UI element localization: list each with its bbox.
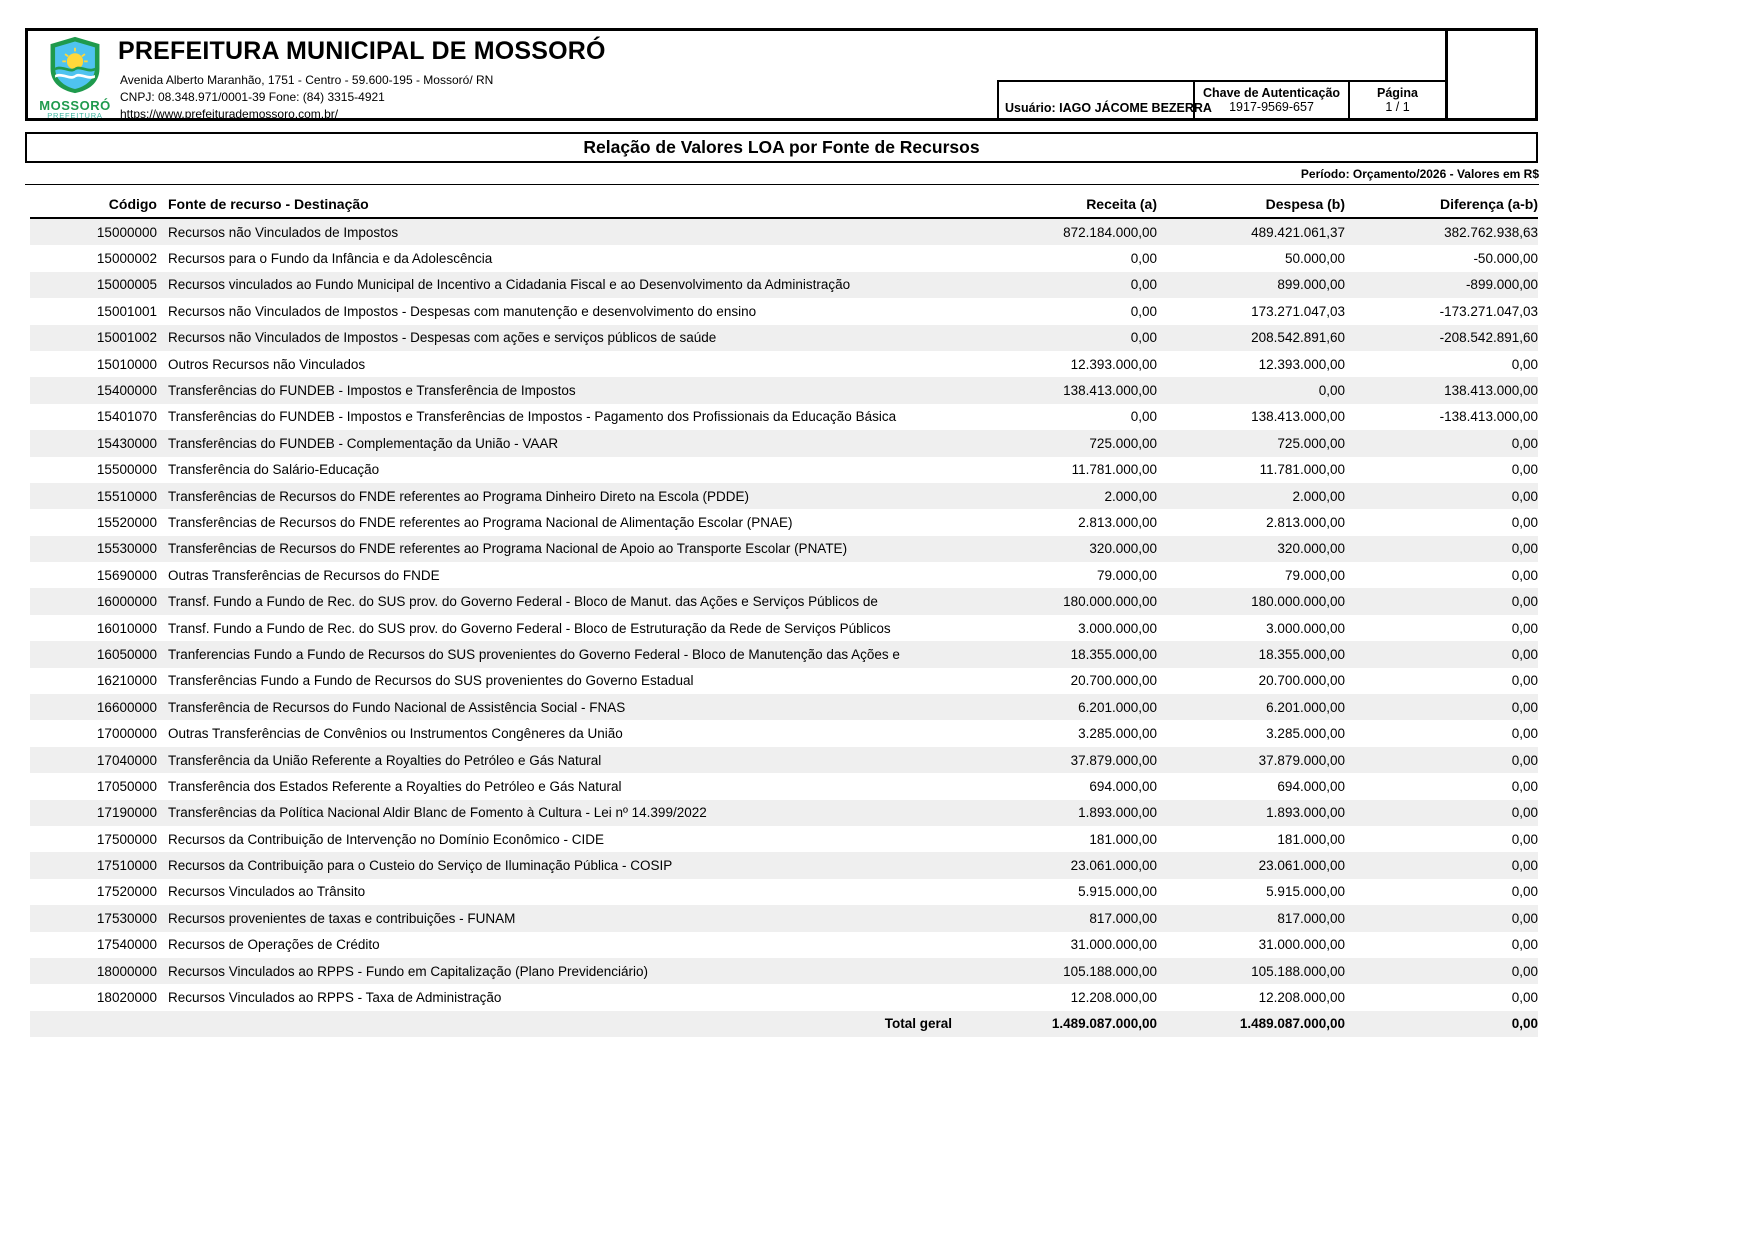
- row-diferenca: 0,00: [1511, 937, 1538, 953]
- row-despesa: 20.700.000,00: [1258, 673, 1345, 689]
- row-receita: 5.915.000,00: [1078, 884, 1157, 900]
- user-cell: [999, 82, 1212, 118]
- total-diferenca: 0,00: [1511, 1016, 1538, 1032]
- org-cnpj-phone: CNPJ: 08.348.971/0001-39 Fone: (84) 3315-4921: [120, 90, 385, 104]
- total-despesa: 1.489.087.000,00: [1239, 1016, 1345, 1032]
- table-row: [30, 457, 1538, 483]
- row-code: 18000000: [96, 963, 157, 979]
- row-despesa: 31.000.000,00: [1258, 937, 1345, 953]
- row-receita: 37.879.000,00: [1070, 752, 1157, 768]
- row-code: 17040000: [96, 752, 157, 768]
- row-description: Transferências de Recursos do FNDE referentes ao Programa Nacional de Apoio ao Transporte Escolar (PNATE): [168, 541, 848, 557]
- row-despesa: 173.271.047,03: [1251, 303, 1345, 319]
- row-diferenca: -138.413.000,00: [1439, 409, 1538, 425]
- row-despesa: 12.393.000,00: [1258, 356, 1345, 372]
- row-diferenca: 0,00: [1511, 805, 1538, 821]
- row-description: Recursos da Contribuição para o Custeio do Serviço de Iluminação Pública - COSIP: [168, 858, 673, 874]
- row-diferenca: 0,00: [1511, 963, 1538, 979]
- table-body: [30, 219, 1538, 1037]
- logo-block: [36, 36, 114, 120]
- row-description: Recursos da Contribuição de Intervenção no Domínio Econômico - CIDE: [168, 831, 604, 847]
- row-receita: 138.413.000,00: [1063, 383, 1157, 399]
- table-row: [30, 852, 1538, 878]
- table-row: [30, 219, 1538, 245]
- row-description: Transferências do FUNDEB - Impostos e Transferências de Impostos - Pagamento dos Profissionais da Educação Básica: [168, 409, 897, 425]
- user-label: Usuário: IAGO JÁCOME BEZERRA: [1005, 101, 1212, 115]
- table-row: [30, 800, 1538, 826]
- row-code: 17520000: [96, 884, 157, 900]
- row-receita: 2.813.000,00: [1078, 514, 1157, 530]
- row-diferenca: 138.413.000,00: [1444, 383, 1538, 399]
- table-row: [30, 879, 1538, 905]
- table-row: [30, 536, 1538, 562]
- row-code: 15510000: [96, 488, 157, 504]
- table-row: [30, 404, 1538, 430]
- row-code: 17190000: [96, 805, 157, 821]
- row-description: Transferência do Salário-Educação: [168, 462, 380, 478]
- row-despesa: 3.285.000,00: [1266, 726, 1345, 742]
- row-diferenca: 0,00: [1511, 620, 1538, 636]
- row-receita: 11.781.000,00: [1071, 462, 1157, 478]
- col-header-diferenca: Diferença (a-b): [1439, 195, 1538, 212]
- row-code: 15001002: [96, 330, 157, 346]
- row-description: Transferências de Recursos do FNDE referentes ao Programa Nacional de Alimentação Escolar (PNAE): [168, 514, 793, 530]
- row-code: 17510000: [96, 858, 157, 874]
- row-diferenca: 0,00: [1511, 752, 1538, 768]
- row-code: 16000000: [96, 594, 157, 610]
- table-row: [30, 325, 1538, 351]
- row-receita: 79.000,00: [1096, 567, 1157, 583]
- row-code: 15000000: [96, 224, 157, 240]
- row-despesa: 6.201.000,00: [1266, 699, 1345, 715]
- row-diferenca: 0,00: [1511, 514, 1538, 530]
- row-despesa: 138.413.000,00: [1251, 409, 1345, 425]
- row-description: Transf. Fundo a Fundo de Rec. do SUS prov. do Governo Federal - Bloco de Estruturação da Rede de Serviços Públicos: [168, 620, 891, 636]
- row-code: 17530000: [96, 910, 157, 926]
- table-row: [30, 641, 1538, 667]
- row-code: 17000000: [96, 726, 157, 742]
- col-header-fonte: Fonte de recurso - Destinação: [168, 195, 369, 212]
- org-name: PREFEITURA MUNICIPAL DE MOSSORÓ: [118, 37, 606, 65]
- auth-key-label: Chave de Autenticação: [1202, 86, 1341, 100]
- row-description: Recursos não Vinculados de Impostos: [168, 224, 399, 240]
- row-receita: 23.061.000,00: [1070, 858, 1157, 874]
- header: [25, 28, 1538, 121]
- logo-text-secondary: PREFEITURA: [47, 111, 103, 120]
- table-row: [30, 826, 1538, 852]
- row-receita: 105.188.000,00: [1063, 963, 1157, 979]
- row-receita: 20.700.000,00: [1070, 673, 1157, 689]
- row-description: Transferência de Recursos do Fundo Nacional de Assistência Social - FNAS: [168, 699, 626, 715]
- row-diferenca: -50.000,00: [1473, 251, 1538, 267]
- row-despesa: 1.893.000,00: [1266, 805, 1345, 821]
- row-diferenca: 0,00: [1511, 541, 1538, 557]
- table-row: [30, 430, 1538, 456]
- row-despesa: 208.542.891,60: [1251, 330, 1345, 346]
- row-description: Recursos não Vinculados de Impostos - Despesas com ações e serviços públicos de saúde: [168, 330, 717, 346]
- col-header-codigo: Código: [108, 195, 157, 212]
- row-description: Transferências Fundo a Fundo de Recursos do SUS provenientes do Governo Estadual: [168, 673, 694, 689]
- org-website-link[interactable]: https://www.prefeiturademossoro.com.br/: [120, 107, 339, 121]
- row-diferenca: 0,00: [1511, 435, 1538, 451]
- row-description: Outras Transferências de Convênios ou Instrumentos Congêneres da União: [168, 726, 623, 742]
- row-description: Recursos não Vinculados de Impostos - Despesas com manutenção e desenvolvimento do ensino: [168, 303, 757, 319]
- row-despesa: 12.208.000,00: [1258, 990, 1345, 1006]
- table-row: [30, 932, 1538, 958]
- row-despesa: 79.000,00: [1284, 567, 1345, 583]
- row-diferenca: 0,00: [1511, 594, 1538, 610]
- row-despesa: 18.355.000,00: [1258, 646, 1345, 662]
- table-row: [30, 984, 1538, 1010]
- row-receita: 0,00: [1130, 409, 1157, 425]
- row-code: 15430000: [96, 435, 157, 451]
- table-row: [30, 958, 1538, 984]
- row-despesa: 899.000,00: [1277, 277, 1345, 293]
- row-description: Recursos vinculados ao Fundo Municipal de Incentivo a Cidadania Fiscal e ao Desenvolvimento da Administração: [168, 277, 851, 293]
- row-despesa: 2.813.000,00: [1266, 514, 1345, 530]
- row-diferenca: 0,00: [1511, 567, 1538, 583]
- row-diferenca: 0,00: [1511, 910, 1538, 926]
- row-diferenca: 0,00: [1511, 673, 1538, 689]
- row-diferenca: -173.271.047,03: [1439, 303, 1538, 319]
- row-diferenca: 0,00: [1511, 356, 1538, 372]
- page-label: Página: [1377, 86, 1418, 100]
- row-diferenca: 0,00: [1511, 699, 1538, 715]
- page-number: 1 / 1: [1385, 100, 1410, 114]
- table-row: [30, 905, 1538, 931]
- row-description: Tranferencias Fundo a Fundo de Recursos do SUS provenientes do Governo Federal - Bloco de Manutenção das Ações e: [168, 646, 900, 662]
- row-description: Outros Recursos não Vinculados: [168, 356, 366, 372]
- row-receita: 3.285.000,00: [1078, 726, 1157, 742]
- mossoro-crest-logo-icon: [47, 81, 103, 98]
- row-code: 16010000: [96, 620, 157, 636]
- row-code: 15530000: [96, 541, 157, 557]
- row-receita: 1.893.000,00: [1078, 805, 1157, 821]
- table-row: [30, 747, 1538, 773]
- auth-strip: [997, 80, 1445, 118]
- row-code: 15000002: [96, 251, 157, 267]
- row-despesa: 0,00: [1318, 383, 1345, 399]
- period-label: Período: Orçamento/2026 - Valores em R$: [25, 167, 1539, 185]
- row-diferenca: 0,00: [1511, 884, 1538, 900]
- row-receita: 0,00: [1130, 330, 1157, 346]
- row-description: Recursos provenientes de taxas e contribuições - FUNAM: [168, 910, 516, 926]
- row-description: Recursos Vinculados ao RPPS - Fundo em Capitalização (Plano Previdenciário): [168, 963, 648, 979]
- row-receita: 694.000,00: [1089, 778, 1157, 794]
- table-row: [30, 377, 1538, 403]
- table-row: [30, 694, 1538, 720]
- row-diferenca: 0,00: [1511, 831, 1538, 847]
- col-header-receita: Receita (a): [1086, 195, 1157, 212]
- row-description: Transf. Fundo a Fundo de Rec. do SUS prov. do Governo Federal - Bloco de Manut. das Ações e Serviços Públicos de: [168, 594, 878, 610]
- row-despesa: 180.000.000,00: [1251, 594, 1345, 610]
- row-description: Transferência da União Referente a Royalties do Petróleo e Gás Natural: [168, 752, 602, 768]
- logo-text-primary: MOSSORÓ: [39, 98, 111, 113]
- row-despesa: 320.000,00: [1277, 541, 1345, 557]
- row-description: Transferências do FUNDEB - Impostos e Transferência de Impostos: [168, 383, 576, 399]
- row-diferenca: 0,00: [1511, 858, 1538, 874]
- col-header-despesa: Despesa (b): [1265, 195, 1345, 212]
- table-row: [30, 483, 1538, 509]
- row-description: Transferência dos Estados Referente a Royalties do Petróleo e Gás Natural: [168, 778, 622, 794]
- report-title-bar: [25, 132, 1538, 163]
- row-receita: 12.208.000,00: [1070, 990, 1157, 1006]
- row-code: 15401070: [96, 409, 157, 425]
- row-description: Transferências da Política Nacional Aldir Blanc de Fomento à Cultura - Lei nº 14.399/2022: [168, 805, 707, 821]
- row-despesa: 3.000.000,00: [1266, 620, 1345, 636]
- row-code: 15500000: [96, 462, 157, 478]
- row-despesa: 37.879.000,00: [1258, 752, 1345, 768]
- table-row: [30, 298, 1538, 324]
- row-receita: 0,00: [1130, 303, 1157, 319]
- table-row: [30, 272, 1538, 298]
- row-code: 16050000: [96, 646, 157, 662]
- row-diferenca: 0,00: [1511, 646, 1538, 662]
- row-code: 16600000: [96, 699, 157, 715]
- table-row: [30, 668, 1538, 694]
- row-despesa: 5.915.000,00: [1266, 884, 1345, 900]
- row-description: Recursos para o Fundo da Infância e da Adolescência: [168, 251, 493, 267]
- report-title: Relação de Valores LOA por Fonte de Recursos: [583, 137, 980, 157]
- row-receita: 725.000,00: [1089, 435, 1157, 451]
- total-row: [30, 1011, 1538, 1037]
- loa-table: [30, 190, 1538, 1037]
- row-diferenca: -208.542.891,60: [1439, 330, 1538, 346]
- table-row: [30, 245, 1538, 271]
- auth-key-cell: [1195, 82, 1350, 118]
- row-diferenca: 0,00: [1511, 488, 1538, 504]
- row-code: 15690000: [96, 567, 157, 583]
- row-despesa: 817.000,00: [1277, 910, 1345, 926]
- row-receita: 872.184.000,00: [1063, 224, 1157, 240]
- table-row: [30, 773, 1538, 799]
- row-code: 16210000: [96, 673, 157, 689]
- total-label: Total geral: [884, 1016, 952, 1032]
- table-row: [30, 562, 1538, 588]
- row-diferenca: 0,00: [1511, 990, 1538, 1006]
- row-code: 17540000: [96, 937, 157, 953]
- table-header-row: [30, 190, 1538, 219]
- row-description: Transferências de Recursos do FNDE referentes ao Programa Dinheiro Direto na Escola (PDDE): [168, 488, 749, 504]
- row-description: Outras Transferências de Recursos do FNDE: [168, 567, 440, 583]
- row-despesa: 105.188.000,00: [1251, 963, 1345, 979]
- table-row: [30, 720, 1538, 746]
- row-diferenca: -899.000,00: [1465, 277, 1538, 293]
- row-code: 17050000: [96, 778, 157, 794]
- row-receita: 3.000.000,00: [1078, 620, 1157, 636]
- row-despesa: 11.781.000,00: [1259, 462, 1345, 478]
- row-receita: 0,00: [1130, 251, 1157, 267]
- row-description: Recursos Vinculados ao RPPS - Taxa de Administração: [168, 990, 502, 1006]
- row-despesa: 694.000,00: [1277, 778, 1345, 794]
- row-code: 15001001: [96, 303, 157, 319]
- row-despesa: 725.000,00: [1277, 435, 1345, 451]
- row-despesa: 2.000,00: [1292, 488, 1345, 504]
- row-description: Recursos Vinculados ao Trânsito: [168, 884, 366, 900]
- org-address: Avenida Alberto Maranhão, 1751 - Centro - 59.600-195 - Mossoró/ RN: [120, 73, 494, 87]
- total-receita: 1.489.087.000,00: [1051, 1016, 1157, 1032]
- row-description: Transferências do FUNDEB - Complementação da União - VAAR: [168, 435, 559, 451]
- row-receita: 12.393.000,00: [1070, 356, 1157, 372]
- row-diferenca: 0,00: [1511, 778, 1538, 794]
- row-description: Recursos de Operações de Crédito: [168, 937, 380, 953]
- row-code: 18020000: [96, 990, 157, 1006]
- row-receita: 6.201.000,00: [1078, 699, 1157, 715]
- row-receita: 181.000,00: [1089, 831, 1157, 847]
- row-receita: 0,00: [1130, 277, 1157, 293]
- row-receita: 2.000,00: [1104, 488, 1157, 504]
- row-code: 15400000: [96, 383, 157, 399]
- row-despesa: 181.000,00: [1277, 831, 1345, 847]
- row-code: 15000005: [96, 277, 157, 293]
- row-receita: 180.000.000,00: [1063, 594, 1157, 610]
- row-diferenca: 382.762.938,63: [1444, 224, 1538, 240]
- row-receita: 18.355.000,00: [1070, 646, 1157, 662]
- row-despesa: 23.061.000,00: [1258, 858, 1345, 874]
- row-diferenca: 0,00: [1511, 462, 1538, 478]
- row-despesa: 489.421.061,37: [1251, 224, 1345, 240]
- row-code: 15520000: [96, 514, 157, 530]
- table-row: [30, 588, 1538, 614]
- auth-key-value: 1917-9569-657: [1229, 100, 1314, 114]
- page-cell: [1350, 82, 1445, 118]
- table-row: [30, 509, 1538, 535]
- row-receita: 320.000,00: [1089, 541, 1157, 557]
- row-code: 17500000: [96, 831, 157, 847]
- row-diferenca: 0,00: [1511, 726, 1538, 742]
- row-code: 15010000: [96, 356, 157, 372]
- header-empty-cell: [1445, 31, 1535, 118]
- row-receita: 817.000,00: [1089, 910, 1157, 926]
- table-row: [30, 615, 1538, 641]
- row-despesa: 50.000,00: [1284, 251, 1345, 267]
- table-row: [30, 351, 1538, 377]
- row-receita: 31.000.000,00: [1070, 937, 1157, 953]
